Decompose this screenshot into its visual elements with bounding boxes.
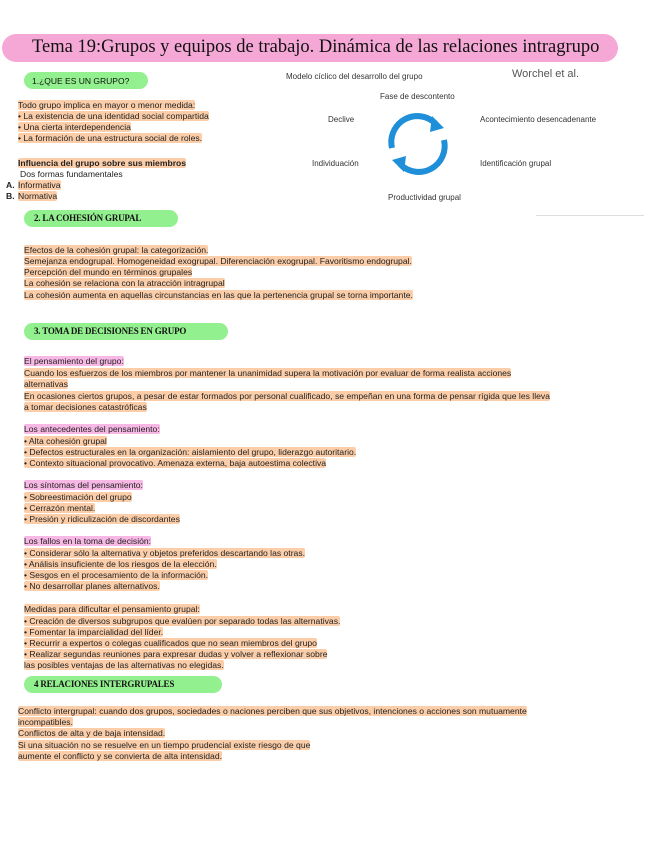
sintomas-item: • Presión y ridiculización de discordantes [24,514,180,524]
section3-heading: 3. TOMA DE DECISIONES EN GRUPO [34,326,187,336]
antecedentes-item: • Defectos estructurales en la organización: aislamiento del grupo, liderazgo autoritario. [24,447,357,457]
section4-heading: 4 RELACIONES INTERGRUPALES [34,679,175,689]
pensamiento-line: En ocasiones ciertos grupos, a pesar de estar formados por personal cualificado, se empeñan en una forma de pensar rígida que les lleva [24,391,550,401]
section1-heading: 1.¿QUE ES UN GRUPO? [32,76,130,86]
divider-line [536,215,644,216]
diagram-label-bottom: Productividad grupal [388,193,461,202]
sintomas-item: • Sobreestimación del grupo [24,492,132,502]
section2-line: La cohesión se relaciona con la atracción intragrupal [24,278,225,288]
section4-line: Conflictos de alta y de baja intensidad. [18,728,166,738]
pensamiento-heading: El pensamiento del grupo: [24,356,124,366]
medidas-heading: Medidas para dificultar el pensamiento grupal: [24,604,200,614]
section1-intro: Todo grupo implica en mayor o menor medida: [18,100,196,110]
fallos-item: • Considerar sólo la alternativa y objetos preferidos descartando las otras. [24,548,306,558]
fallos-item: • No desarrollar planes alternativos. [24,581,160,591]
section4-line: Si una situación no se resuelve en un tiempo prudencial existe riesgo de que [18,740,311,750]
section1-bullet: • Una cierta interdependencia [18,122,131,132]
page-title: Tema 19:Grupos y equipos de trabajo. Dinámica de las relaciones intragrupo [32,37,600,57]
diagram-label-left-top: Declive [328,115,355,124]
diagram-label-left-bottom: Individuación [312,159,359,168]
diagram-author: Worchel et al. [512,68,580,80]
section2-heading: 2. LA COHESIÓN GRUPAL [34,213,142,223]
form-b-mark: B. [6,191,15,201]
diagram-label-top: Fase de descontento [380,92,455,101]
medidas-item: • Fomentar la imparcialidad del líder. [24,627,164,637]
sintomas-item: • Cerrazón mental. [24,503,96,513]
cycle-ring-icon [382,108,454,180]
medidas-item: las posibles ventajas de las alternativas no elegidas. [24,660,224,670]
section2-line: Efectos de la cohesión grupal: la categorización. [24,245,209,255]
diagram-label-right-top: Acontecimiento desencadenante [480,115,597,124]
section4-line: Conflicto intergrupal: cuando dos grupos, sociedades o naciones perciben que sus objetivos, intenciones o acciones son mutuamente [18,706,527,716]
section1-bullet: • La existencia de una identidad social compartida [18,111,209,121]
section2-line: Semejanza endogrupal. Homogeneidad exogrupal. Diferenciación exogrupal. Favoritismo endogrupal. [24,256,412,266]
medidas-item: • Recurrir a expertos o colegas cualificados que no sean miembros del grupo [24,638,317,648]
medidas-item: • Creación de diversos subgrupos que evalúen por separado todas las alternativas. [24,616,341,626]
fallos-item: • Análisis insuficiente de los riesgos de la elección. [24,559,217,569]
section2-line: La cohesión aumenta en aquellas circunstancias en las que la pertenencia grupal se torna importante. [24,290,413,300]
fallos-heading: Los fallos en la toma de decisión: [24,536,152,546]
section4-line: aumente el conflicto y se convierta de alta intensidad. [18,751,222,761]
fallos-item: • Sesgos en el procesamiento de la información. [24,570,209,580]
antecedentes-item: • Contexto situacional provocativo. Amenaza externa, baja autoestima colectiva [24,458,327,468]
pensamiento-line: a tomar decisiones catastróficas [24,402,147,412]
section2-line: Percepción del mundo en términos grupales [24,267,193,277]
medidas-item: • Realizar segundas reuniones para expresar dudas y volver a reflexionar sobre [24,649,328,659]
pensamiento-line: alternativas [24,379,68,389]
influence-heading: Influencia del grupo sobre sus miembros [18,158,187,168]
diagram-label-right-bottom: Identificación grupal [480,159,552,168]
section4-line: incompatibles. [18,717,73,727]
antecedentes-item: • Alta cohesión grupal [24,436,107,446]
form-b: Normativa [18,191,58,201]
section1-bullet: • La formación de una estructura social de roles. [18,133,203,143]
sintomas-heading: Los síntomas del pensamiento: [24,480,143,490]
diagram-title: Modelo cíclico del desarrollo del grupo [286,72,423,81]
form-a-mark: A. [6,180,15,190]
antecedentes-heading: Los antecedentes del pensamiento: [24,424,160,434]
form-a: Informativa [18,180,61,190]
pensamiento-line: Cuando los esfuerzos de los miembros por mantener la unanimidad supera la motivación por evaluar de forma realista acciones [24,368,512,378]
two-forms-text: Dos formas fundamentales [20,169,123,179]
